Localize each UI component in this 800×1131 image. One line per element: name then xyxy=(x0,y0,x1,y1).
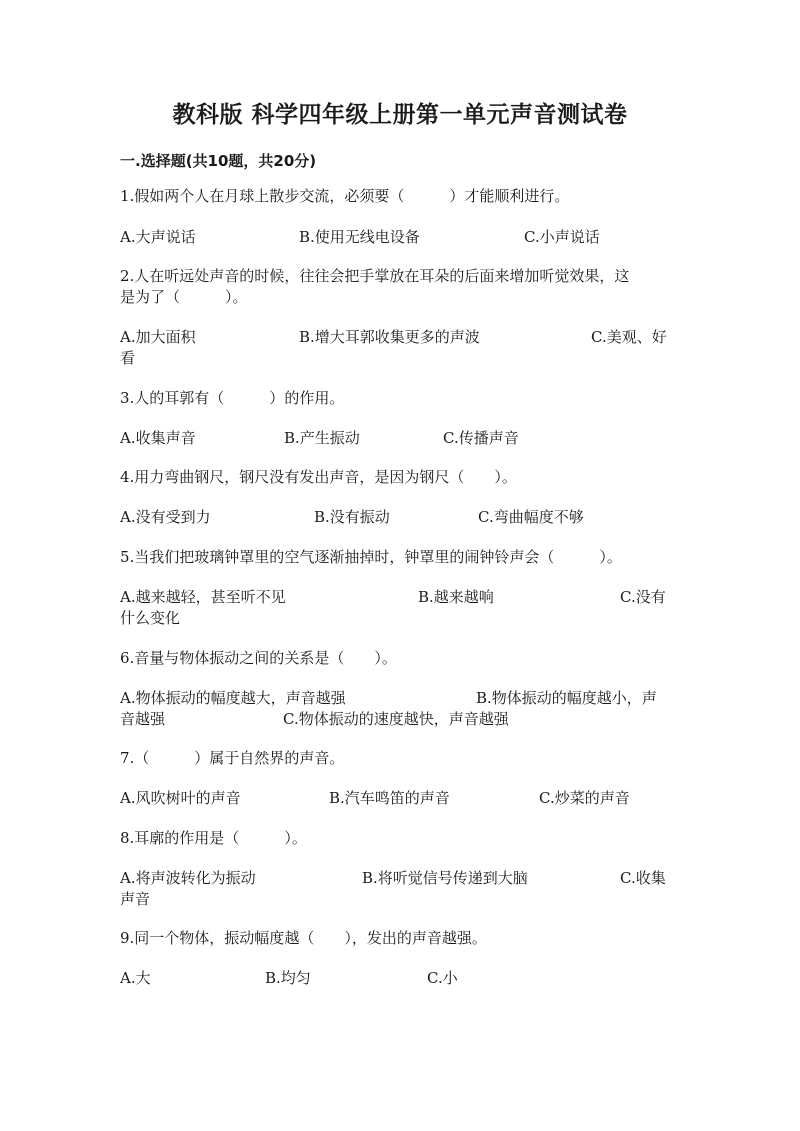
question-1-option-b[interactable]: B.使用无线电设备 xyxy=(299,228,420,246)
question-1-option-a[interactable]: A.大声说话 xyxy=(120,228,196,246)
question-4-option-c[interactable]: C.弯曲幅度不够 xyxy=(478,508,584,526)
question-6-stem: 6.音量与物体振动之间的关系是（ ）。 xyxy=(120,649,397,667)
question-1-option-c[interactable]: C.小声说话 xyxy=(524,228,600,246)
question-7-option-a[interactable]: A.风吹树叶的声音 xyxy=(120,789,241,807)
question-2-option-a[interactable]: A.加大面积 xyxy=(120,328,196,346)
question-6-option-a[interactable]: A.物体振动的幅度越大，声音越强 xyxy=(120,689,346,707)
question-9-option-b[interactable]: B.均匀 xyxy=(265,969,311,987)
question-8-option-b[interactable]: B.将听觉信号传递到大脑 xyxy=(362,869,528,887)
question-8-stem: 8.耳廓的作用是（ ）。 xyxy=(120,829,307,847)
question-6-option-b[interactable]: B.物体振动的幅度越小，声 xyxy=(476,689,657,707)
question-4-option-b[interactable]: B.没有振动 xyxy=(314,508,390,526)
question-3-option-c[interactable]: C.传播声音 xyxy=(443,429,519,447)
question-2-option-c[interactable]: C.美观、好 xyxy=(591,328,667,346)
question-6-option-b-wrap: 音越强 xyxy=(120,710,166,728)
question-1-stem: 1.假如两个人在月球上散步交流，必须要（ ）才能顺利进行。 xyxy=(120,187,570,205)
question-9-option-c[interactable]: C.小 xyxy=(427,969,458,987)
question-4-option-a[interactable]: A.没有受到力 xyxy=(120,508,211,526)
question-5-option-c-wrap: 什么变化 xyxy=(120,609,181,627)
question-2-stem-line-2: 是为了（ ）。 xyxy=(120,288,248,306)
question-5-option-b[interactable]: B.越来越响 xyxy=(418,588,494,606)
question-7-option-b[interactable]: B.汽车鸣笛的声音 xyxy=(329,789,450,807)
question-2-stem-line-1: 2.人在听远处声音的时候，往往会把手掌放在耳朵的后面来增加听觉效果，这 xyxy=(120,267,630,285)
question-6-option-c[interactable]: C.物体振动的速度越快，声音越强 xyxy=(283,710,509,728)
question-9-option-a[interactable]: A.大 xyxy=(120,969,151,987)
question-3-stem: 3.人的耳郭有（ ）的作用。 xyxy=(120,389,345,407)
question-8-option-c-wrap: 声音 xyxy=(120,890,151,908)
section-heading: 一.选择题(共10题，共20分) xyxy=(120,152,317,170)
question-2-option-b[interactable]: B.增大耳郭收集更多的声波 xyxy=(299,328,480,346)
question-5-option-c[interactable]: C.没有 xyxy=(620,588,666,606)
question-9-stem: 9.同一个物体，振动幅度越（ ），发出的声音越强。 xyxy=(120,929,487,947)
question-8-option-a[interactable]: A.将声波转化为振动 xyxy=(120,869,256,887)
question-2-option-c-wrap: 看 xyxy=(120,349,136,367)
question-5-option-a[interactable]: A.越来越轻，甚至听不见 xyxy=(120,588,286,606)
question-5-stem: 5.当我们把玻璃钟罩里的空气逐渐抽掉时，钟罩里的闹钟铃声会（ ）。 xyxy=(120,548,622,566)
question-8-option-c[interactable]: C.收集 xyxy=(620,869,666,887)
page-title: 教科版 科学四年级上册第一单元声音测试卷 xyxy=(172,102,628,128)
question-4-stem: 4.用力弯曲钢尺，钢尺没有发出声音，是因为钢尺（ ）。 xyxy=(120,468,517,486)
question-3-option-a[interactable]: A.收集声音 xyxy=(120,429,196,447)
question-7-option-c[interactable]: C.炒菜的声音 xyxy=(539,789,630,807)
question-7-stem: 7.（ ）属于自然界的声音。 xyxy=(120,749,345,767)
question-3-option-b[interactable]: B.产生振动 xyxy=(284,429,360,447)
